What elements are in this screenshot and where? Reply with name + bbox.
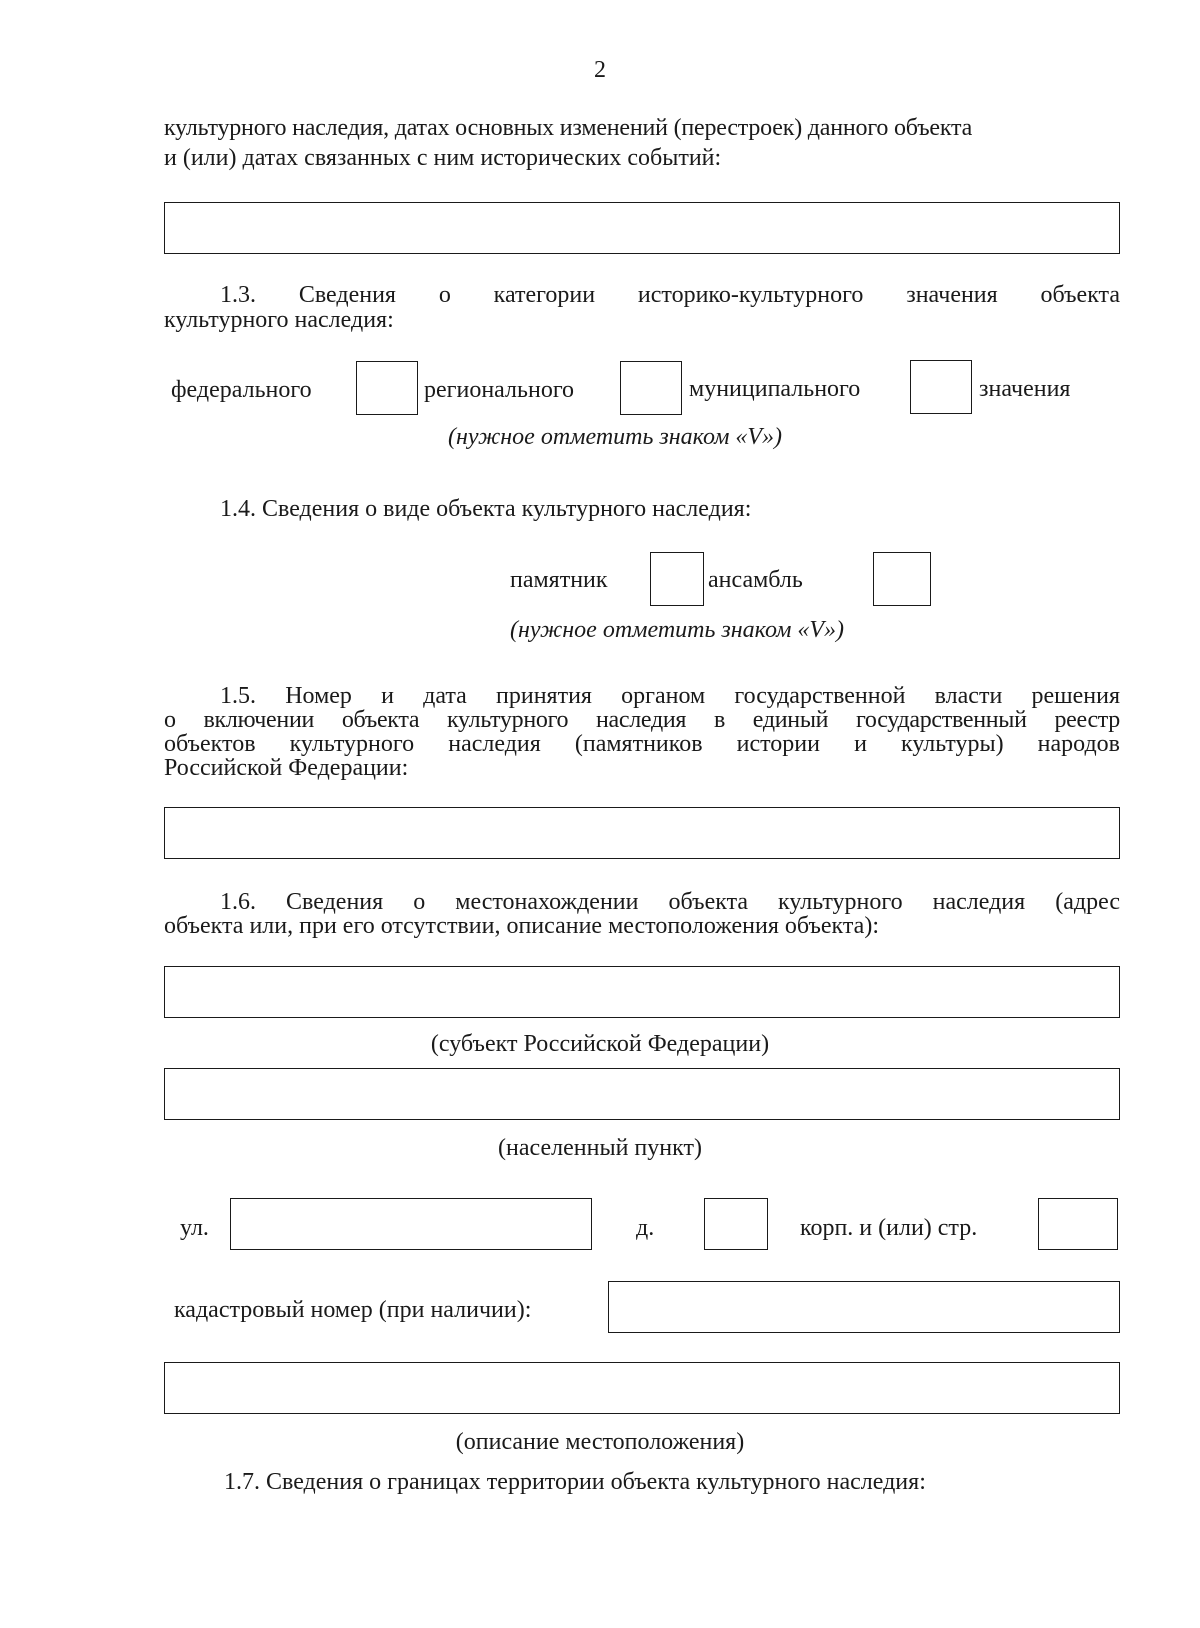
location-description-field[interactable] xyxy=(164,1362,1120,1414)
cadastral-field[interactable] xyxy=(608,1281,1120,1333)
s1-3-heading-line-1: 1.3. Сведения о категории историко-культурного значения объекта xyxy=(220,282,1120,308)
kind-monument-checkbox[interactable] xyxy=(650,552,704,606)
category-federal-label: федерального xyxy=(171,377,312,403)
street-field[interactable] xyxy=(230,1198,592,1250)
s1-3-heading-line-2: культурного наследия: xyxy=(164,307,394,333)
s1-5-line-4: Российской Федерации: xyxy=(164,755,409,781)
location-caption: (описание местоположения) xyxy=(455,1429,745,1455)
s1-4-hint: (нужное отметить знаком «V») xyxy=(510,617,845,643)
category-municipal-checkbox[interactable] xyxy=(910,360,972,414)
subject-caption: (субъект Российской Федерации) xyxy=(430,1031,770,1057)
category-municipal-label: муниципального xyxy=(689,376,861,402)
kind-ensemble-checkbox[interactable] xyxy=(873,552,931,606)
subject-field[interactable] xyxy=(164,966,1120,1018)
locality-caption: (населенный пункт) xyxy=(498,1135,702,1161)
intro-line-2: и (или) датах связанных с ним исторических событий: xyxy=(164,145,722,171)
street-label: ул. xyxy=(180,1215,209,1241)
category-suffix-label: значения xyxy=(979,376,1071,402)
s1-6-line-1: 1.6. Сведения о местонахождении объекта культурного наследия (адрес xyxy=(220,889,1120,915)
registry-decision-field[interactable] xyxy=(164,807,1120,859)
category-regional-label: регионального xyxy=(424,377,575,403)
s1-7-heading: 1.7. Сведения о границах территории объекта культурного наследия: xyxy=(224,1469,926,1495)
kind-monument-label: памятник xyxy=(510,567,608,593)
locality-field[interactable] xyxy=(164,1068,1120,1120)
cadastral-label: кадастровый номер (при наличии): xyxy=(174,1297,532,1323)
category-regional-checkbox[interactable] xyxy=(620,361,682,415)
s1-5-line-3: объектов культурного наследия (памятников истории и культуры) народов xyxy=(164,731,1120,757)
s1-5-line-2: о включении объекта культурного наследия в единый государственный реестр xyxy=(164,707,1120,733)
dates-field[interactable] xyxy=(164,202,1120,254)
s1-3-hint: (нужное отметить знаком «V») xyxy=(448,424,783,450)
s1-4-heading: 1.4. Сведения о виде объекта культурного наследия: xyxy=(220,496,752,522)
building-label: корп. и (или) стр. xyxy=(800,1215,978,1241)
s1-5-line-1: 1.5. Номер и дата принятия органом государственной власти решения xyxy=(220,683,1120,709)
category-federal-checkbox[interactable] xyxy=(356,361,418,415)
kind-ensemble-label: ансамбль xyxy=(708,567,803,593)
house-field[interactable] xyxy=(704,1198,768,1250)
intro-line-1: культурного наследия, датах основных изменений (перестроек) данного объекта xyxy=(164,115,973,141)
house-label: д. xyxy=(636,1215,655,1241)
page-number: 2 xyxy=(594,57,606,83)
s1-6-line-2: объекта или, при его отсутствии, описание местоположения объекта): xyxy=(164,913,879,939)
building-field[interactable] xyxy=(1038,1198,1118,1250)
